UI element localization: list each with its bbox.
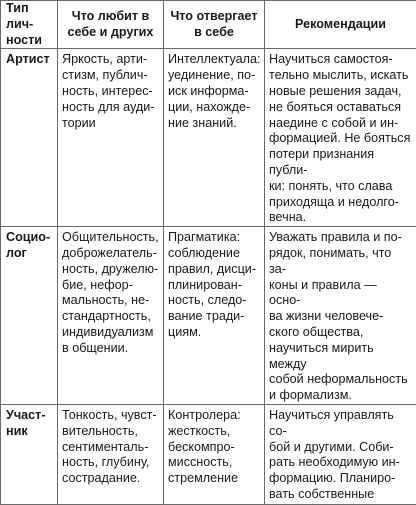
cell-type (1, 227, 58, 405)
header-rejects (164, 1, 265, 49)
recommendations-text: Уважать правила и по- рядок, понимать, что за- коны и правила — осно- ва жизни человече- ского общества, научиться мирить между собой неформальность и формализм. (269, 227, 412, 404)
rejects-text: Контролера: жесткость, бескомпро- миссность, стремление (168, 405, 260, 487)
recommendations-text: Научиться самостоя- тельно мыслить, искать новые решения задач, не бояться оставаться наедине с собой и ин- формацией. Не бояться потери признания публи- ки: понять, что слава приходяща и недолго- вечна. (269, 49, 412, 226)
cell-rejects (164, 404, 265, 504)
header-type (1, 1, 58, 49)
recommendations-text: Научиться управлять со- бой и другими. Соби- рать необходимую ин- формацию. Планиро- вать собственные (269, 405, 412, 503)
cell-recommendations (265, 49, 416, 227)
table-row-uchastnik (1, 404, 416, 504)
cell-loves (58, 49, 164, 227)
table-header-row (1, 1, 416, 49)
rejects-text: Интеллектуала: уединение, по- иск информа- ции, нахожде- ние знаний. (168, 49, 260, 131)
loves-text: Общительность, доброжелатель- ность, дружелю- бие, нефор- мальность, не- стандартность, индивидуализм в общении. (62, 227, 159, 356)
cell-loves (58, 227, 164, 405)
header-recommendations (265, 1, 416, 49)
cell-type (1, 404, 58, 504)
cell-rejects (164, 49, 265, 227)
header-recommendations-text: Рекомендации (295, 17, 386, 31)
type-text: Артист (6, 49, 53, 68)
header-loves (58, 1, 164, 49)
cell-type (1, 49, 58, 227)
cell-recommendations (265, 227, 416, 405)
rejects-text: Прагматика: соблюдение правил, дисци- плинирован- ность, следо- вание тради- циям. (168, 227, 260, 341)
type-text: Участ- ник (6, 405, 53, 440)
loves-text: Яркость, арти- стизм, публич- ность, интерес- ность для ауди- тории (62, 49, 159, 131)
header-loves-text: Что любит в себе и других (68, 9, 154, 39)
cell-recommendations (265, 404, 416, 504)
cell-loves (58, 404, 164, 504)
type-text: Социо- лог (6, 227, 53, 262)
loves-text: Тонкость, чувст- вительность, сентименталь- ность, глубину, сострадание. (62, 405, 159, 487)
header-rejects-text: Что отвергает в себе (170, 9, 257, 39)
table-row-artist (1, 49, 416, 227)
table-row-sociolog (1, 227, 416, 405)
cell-rejects (164, 227, 265, 405)
header-type-text: Тип лич- ности (6, 1, 42, 47)
